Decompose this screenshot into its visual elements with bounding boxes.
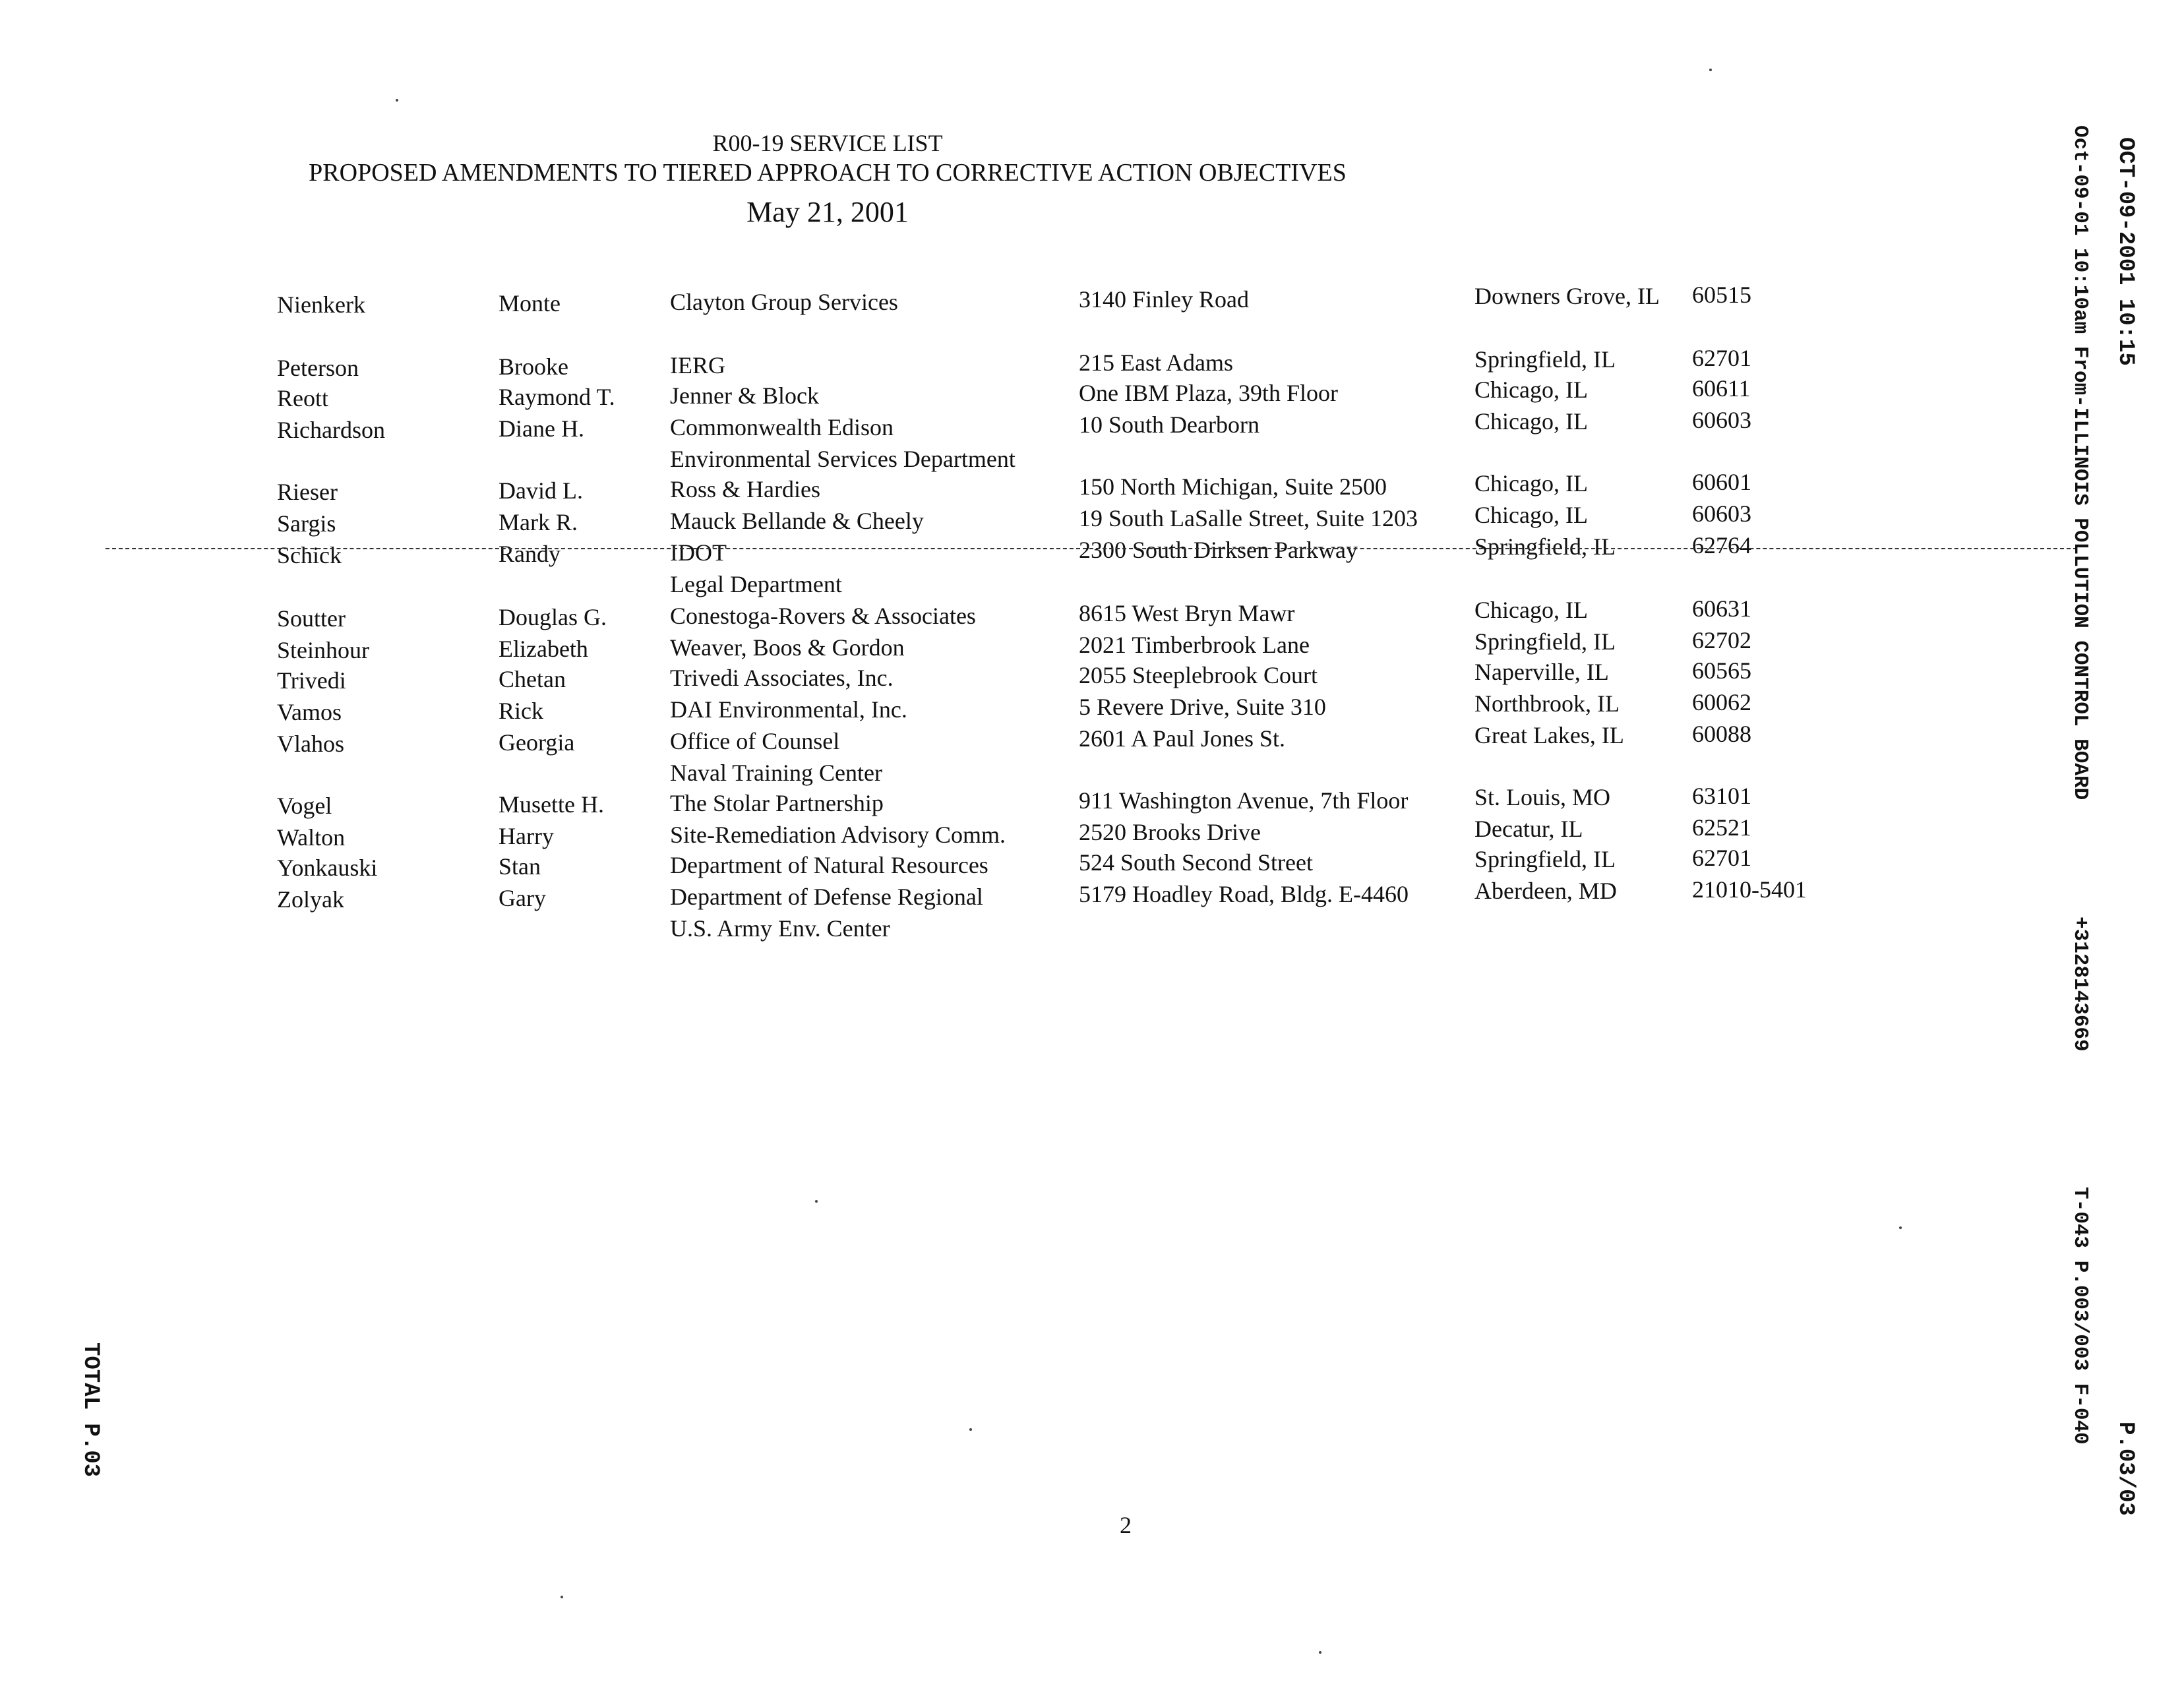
cell-city: Chicago, IL: [1474, 470, 1588, 497]
cell-zip: 63101: [1692, 783, 1751, 809]
cell-city: Naperville, IL: [1474, 659, 1609, 685]
cell-org: Jenner & Block: [670, 382, 819, 409]
cell-zip: 62764: [1692, 532, 1751, 558]
cell-first: Stan: [499, 853, 541, 880]
cell-first: Diane H.: [499, 415, 584, 442]
cell-address: 2300 South Dirksen Parkway: [1079, 537, 1358, 563]
cell-last: Nienkerk: [277, 291, 365, 318]
cell-zip: 60603: [1692, 407, 1751, 433]
fax-header-datetime: OCT-09-2001 10:15: [2113, 137, 2138, 366]
cell-zip: 60088: [1692, 721, 1751, 747]
cell-city: Chicago, IL: [1474, 597, 1588, 623]
cell-last: Yonkauski: [277, 855, 378, 881]
cell-zip: 60515: [1692, 282, 1751, 308]
cell-last: Zolyak: [277, 886, 344, 913]
cell-org: Clayton Group Services: [670, 289, 898, 315]
cell-address: 10 South Dearborn: [1079, 411, 1259, 438]
cell-first: Brooke: [499, 353, 568, 380]
cell-org: Conestoga-Rovers & Associates: [670, 603, 976, 629]
cell-last: Vogel: [277, 793, 332, 819]
cell-city: Aberdeen, MD: [1474, 878, 1617, 904]
doc-title: R00-19 SERVICE LIST: [712, 130, 943, 156]
cell-zip: 62701: [1692, 345, 1751, 371]
fax-header-tx: T-043 P.003/003 F-040: [2069, 1187, 2092, 1445]
cell-org: Department of Natural Resources: [670, 852, 988, 878]
cell-zip: 62701: [1692, 845, 1751, 871]
cell-city: St. Louis, MO: [1474, 784, 1611, 810]
scan-speck: [1899, 1226, 1902, 1229]
cell-address: 5 Revere Drive, Suite 310: [1079, 694, 1326, 720]
cell-address: 19 South LaSalle Street, Suite 1203: [1079, 505, 1418, 531]
scan-speck: [396, 99, 398, 102]
cell-first: Douglas G.: [499, 604, 607, 630]
cell-first: Monte: [499, 290, 561, 316]
cell-zip: 60062: [1692, 689, 1751, 715]
cell-city: Northbrook, IL: [1474, 690, 1620, 717]
scan-speck: [1709, 69, 1712, 71]
cell-first: Georgia: [499, 729, 575, 756]
cell-org: Department of Defense Regional: [670, 884, 983, 910]
cell-org: Trivedi Associates, Inc.: [670, 665, 894, 691]
cell-org: The Stolar Partnership: [670, 790, 884, 816]
scan-speck: [561, 1596, 563, 1598]
cell-org-line2: Naval Training Center: [670, 760, 882, 786]
cell-org: IERG: [670, 352, 725, 378]
cell-first: Chetan: [499, 666, 566, 692]
scan-speck: [815, 1200, 818, 1203]
cell-address: 911 Washington Avenue, 7th Floor: [1079, 787, 1409, 814]
cell-org: IDOT: [670, 539, 727, 566]
cell-address: 150 North Michigan, Suite 2500: [1079, 473, 1387, 500]
cell-last: Schick: [277, 542, 342, 568]
cell-address: 2055 Steeplebrook Court: [1079, 662, 1318, 688]
cell-city: Downers Grove, IL: [1474, 283, 1660, 309]
page-number: 2: [1120, 1512, 1132, 1538]
cell-org: Weaver, Boos & Gordon: [670, 634, 905, 661]
cell-last: Rieser: [277, 479, 338, 505]
cell-city: Decatur, IL: [1474, 816, 1583, 842]
doc-date: May 21, 2001: [746, 196, 909, 228]
cell-last: Vamos: [277, 699, 342, 725]
cell-org-line2: U.S. Army Env. Center: [670, 915, 890, 942]
cell-city: Great Lakes, IL: [1474, 722, 1624, 748]
cell-org: Commonwealth Edison: [670, 414, 894, 440]
cell-last: Trivedi: [277, 667, 346, 694]
cell-address: 215 East Adams: [1079, 349, 1233, 376]
cell-first: Gary: [499, 885, 546, 911]
cell-address: 2021 Timberbrook Lane: [1079, 632, 1310, 658]
cell-org: Site-Remediation Advisory Comm.: [670, 822, 1006, 848]
cell-address: 5179 Hoadley Road, Bldg. E-4460: [1079, 881, 1409, 907]
cell-city: Springfield, IL: [1474, 846, 1616, 872]
fax-header-received: Oct-09-01 10:10am From-ILLINOIS POLLUTION CONTROL BOARD: [2069, 125, 2092, 800]
cell-last: Steinhour: [277, 637, 369, 663]
cell-city: Chicago, IL: [1474, 377, 1588, 403]
cell-address: 524 South Second Street: [1079, 849, 1313, 876]
cell-org: DAI Environmental, Inc.: [670, 696, 907, 723]
cell-zip: 21010-5401: [1692, 876, 1807, 903]
cell-first: Harry: [499, 823, 554, 849]
cell-zip: 60631: [1692, 595, 1751, 622]
cell-last: Richardson: [277, 417, 385, 443]
cell-city: Springfield, IL: [1474, 628, 1616, 655]
cell-last: Peterson: [277, 355, 359, 381]
cell-zip: 60603: [1692, 500, 1751, 527]
cell-org: Office of Counsel: [670, 728, 840, 754]
cell-zip: 62702: [1692, 627, 1751, 653]
cell-last: Soutter: [277, 605, 346, 632]
cell-zip: 62521: [1692, 814, 1751, 841]
cell-address: 2601 A Paul Jones St.: [1079, 725, 1286, 752]
cell-address: One IBM Plaza, 39th Floor: [1079, 380, 1338, 406]
cell-last: Reott: [277, 385, 328, 411]
cell-last: Vlahos: [277, 731, 344, 757]
cell-first: Randy: [499, 541, 561, 567]
strikethrough-line: [106, 548, 2077, 549]
cell-first: Elizabeth: [499, 636, 588, 662]
fax-header-page: P.03/03: [2113, 1422, 2138, 1516]
fax-header-phone: +3128143669: [2069, 917, 2092, 1052]
cell-address: 2520 Brooks Drive: [1079, 819, 1261, 845]
cell-city: Chicago, IL: [1474, 408, 1588, 435]
scan-speck: [969, 1428, 972, 1431]
cell-first: Raymond T.: [499, 384, 615, 410]
scan-speck: [1319, 1651, 1321, 1654]
fax-total-pages: TOTAL P.03: [78, 1342, 103, 1478]
cell-zip: 60565: [1692, 657, 1751, 684]
cell-city: Springfield, IL: [1474, 533, 1616, 560]
cell-zip: 60611: [1692, 375, 1751, 402]
cell-org-line2: Environmental Services Department: [670, 446, 1016, 472]
doc-subtitle: PROPOSED AMENDMENTS TO TIERED APPROACH TO CORRECTIVE ACTION OBJECTIVES: [309, 159, 1347, 187]
cell-first: David L.: [499, 477, 583, 504]
cell-last: Sargis: [277, 510, 336, 537]
cell-city: Springfield, IL: [1474, 346, 1616, 373]
cell-org-line2: Legal Department: [670, 571, 842, 597]
cell-org: Ross & Hardies: [670, 476, 820, 502]
cell-zip: 60601: [1692, 469, 1751, 495]
cell-first: Mark R.: [499, 509, 578, 535]
cell-org: Mauck Bellande & Cheely: [670, 508, 924, 534]
cell-address: 3140 Finley Road: [1079, 286, 1249, 313]
cell-address: 8615 West Bryn Mawr: [1079, 600, 1295, 626]
cell-first: Rick: [499, 698, 543, 724]
cell-first: Musette H.: [499, 791, 604, 818]
cell-city: Chicago, IL: [1474, 502, 1588, 528]
cell-last: Walton: [277, 824, 346, 851]
